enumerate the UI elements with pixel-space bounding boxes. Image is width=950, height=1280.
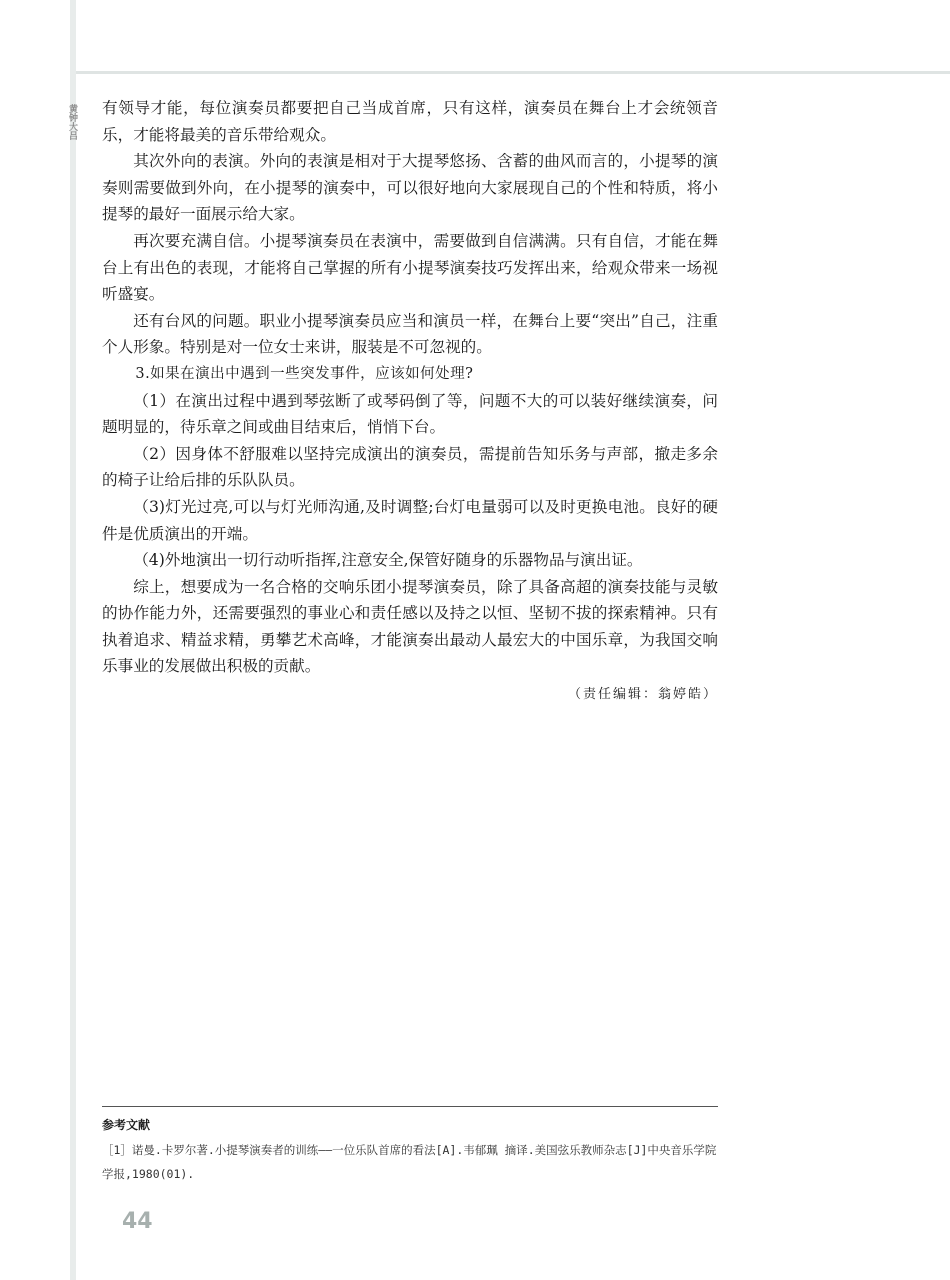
paragraph: 还有台风的问题。职业小提琴演奏员应当和演员一样，在舞台上要“突出”自己，注重个人形象。特别是对一位女士来讲，服装是不可忽视的。 <box>102 311 718 357</box>
article-body <box>102 95 718 709</box>
list-item: （3)灯光过亮,可以与灯光师沟通,及时调整;台灯电量弱可以及时更换电池。良好的硬件是优质演出的开端。 <box>102 497 718 543</box>
editor-note: （责任编辑：翁婷皓） <box>567 687 718 703</box>
question-heading: 3.如果在演出中遇到一些突发事件，应该如何处理? <box>135 365 474 382</box>
list-item: （2）因身体不舒服难以坚持完成演出的演奏员，需提前告知乐务与声部，撤走多余的椅子让给后排的乐队队员。 <box>102 444 718 490</box>
references-rule <box>102 1106 718 1107</box>
list-item: （1）在演出过程中遇到琴弦断了或琴码倒了等，问题不大的可以装好继续演奏，问题明显的，待乐章之间或曲目结束后，悄悄下台。 <box>102 391 718 437</box>
section-tag: 黄钟大吕 <box>67 104 77 140</box>
paragraph-conclusion: 综上，想要成为一名合格的交响乐团小提琴演奏员，除了具备高超的演奏技能与灵敏的协作能力外，还需要强烈的事业心和责任感以及持之以恒、坚韧不拔的探索精神。只有执着追求、精益求精，勇攀艺术高峰，才能演奏出最动人最宏大的中国乐章，为我国交响乐事业的发展做出积极的贡献。 <box>102 577 718 676</box>
paragraph: 其次外向的表演。外向的表演是相对于大提琴悠扬、含蓄的曲风而言的，小提琴的演奏则需要做到外向，在小提琴的演奏中，可以很好地向大家展现自己的个性和特质，将小提琴的最好一面展示给大家。 <box>102 152 718 224</box>
page-number: 44 <box>122 1209 153 1234</box>
left-margin-bar <box>70 0 76 1280</box>
list-item: （4)外地演出一切行动听指挥,注意安全,保管好随身的乐器物品与演出证。 <box>133 551 643 570</box>
header-rule <box>76 71 950 74</box>
references-title: 参考文献 <box>102 1118 151 1132</box>
paragraph: 再次要充满自信。小提琴演奏员在表演中，需要做到自信满满。只有自信，才能在舞台上有出色的表现，才能将自己掌握的所有小提琴演奏技巧发挥出来，给观众带来一场视听盛宴。 <box>102 231 718 304</box>
references-list <box>102 1138 718 1186</box>
paragraph-continued: 有领导才能，每位演奏员都要把自己当成首席，只有这样，演奏员在舞台上才会统领音乐，才能将最美的音乐带给观众。 <box>102 99 718 144</box>
reference-item: ［1］诺曼.卡罗尔著.小提琴演奏者的训练——一位乐队首席的看法[A].韦郁珮 摘译.美国弦乐教师杂志[J]中央音乐学院学报,1980(01). <box>102 1143 717 1181</box>
